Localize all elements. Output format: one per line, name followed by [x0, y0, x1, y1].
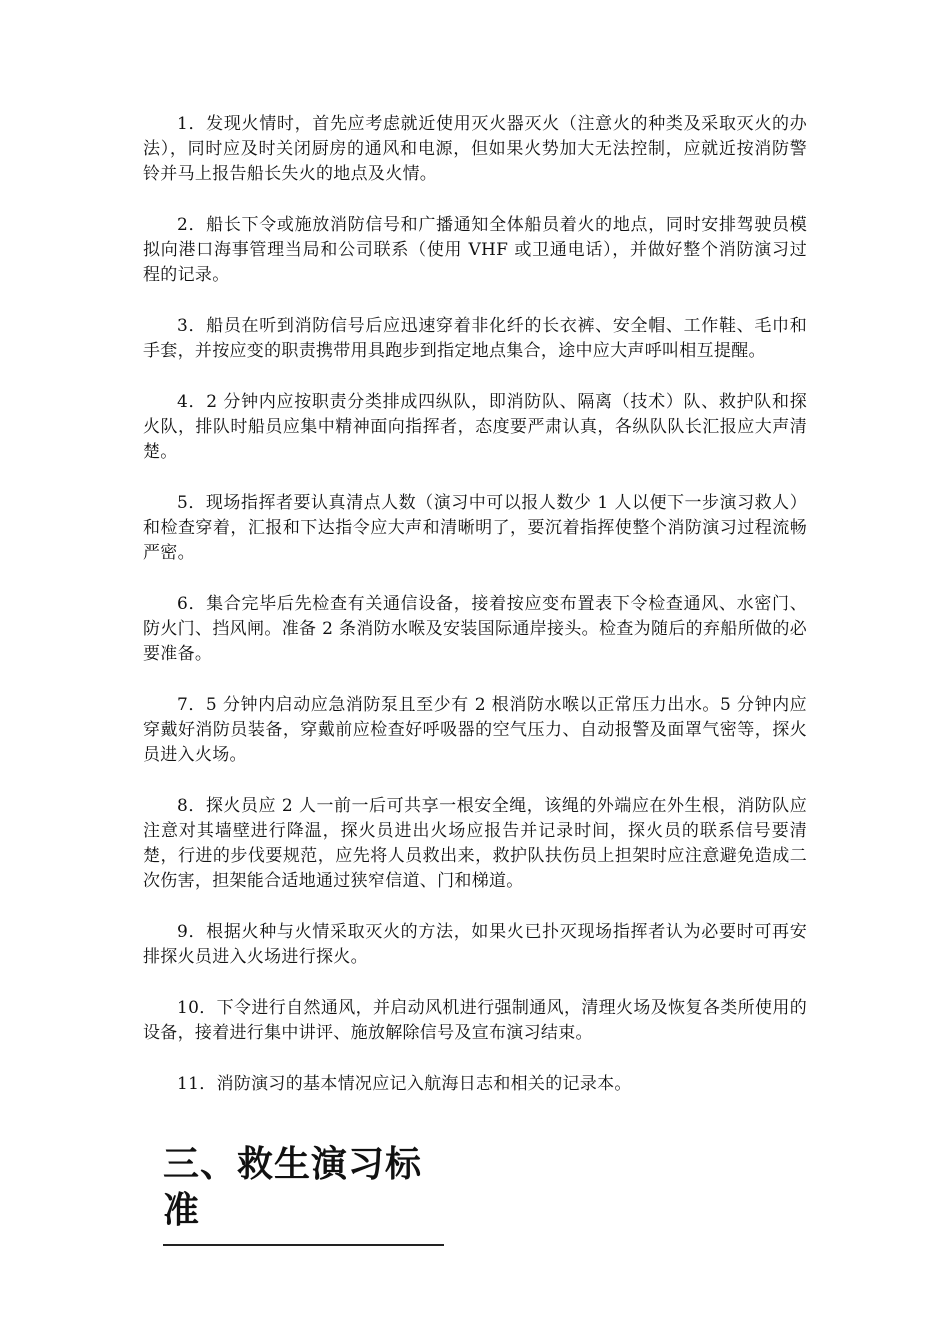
paragraph-5: 5．现场指挥者要认真清点人数（演习中可以报人数少 1 人以便下一步演习救人）和检查穿着，汇报和下达指令应大声和清晰明了，要沉着指挥使整个消防演习过程流畅严密。 — [143, 493, 807, 563]
paragraph-10: 10．下令进行自然通风，并启动风机进行强制通风，清理火场及恢复各类所使用的设备，接着进行集中讲评、施放解除信号及宣布演习结束。 — [143, 998, 807, 1043]
section-heading: 三、救生演习标准 — [163, 1142, 444, 1246]
paragraph-3: 3．船员在听到消防信号后应迅速穿着非化纤的长衣裤、安全帽、工作鞋、毛巾和手套，并按应变的职责携带用具跑步到指定地点集合，途中应大声呼叫相互提醒。 — [143, 316, 807, 361]
paragraph-1: 1．发现火情时，首先应考虑就近使用灭火器灭火（注意火的种类及采取灭火的办法），同时应及时关闭厨房的通风和电源，但如果火势加大无法控制，应就近按消防警铃并马上报告船长失火的地点及火情。 — [143, 114, 807, 184]
paragraph-8: 8．探火员应 2 人一前一后可共享一根安全绳，该绳的外端应在外生根，消防队应注意对其墙壁进行降温，探火员进出火场应报告并记录时间，探火员的联系信号要清楚，行进的步伐要规范，应先将人员救出来，救护队扶伤员上担架时应注意避免造成二次伤害，担架能合适地通过狭窄信道、门和梯道。 — [143, 796, 807, 891]
document-body — [143, 112, 807, 1123]
paragraph-2: 2．船长下令或施放消防信号和广播通知全体船员着火的地点，同时安排驾驶员模拟向港口海事管理当局和公司联系（使用 VHF 或卫通电话），并做好整个消防演习过程的记录。 — [143, 215, 807, 285]
paragraph-7: 7．5 分钟内启动应急消防泵且至少有 2 根消防水喉以正常压力出水。5 分钟内应穿戴好消防员装备，穿戴前应检查好呼吸器的空气压力、自动报警及面罩气密等，探火员进入火场。 — [143, 695, 807, 765]
paragraph-11: 11．消防演习的基本情况应记入航海日志和相关的记录本。 — [177, 1074, 632, 1094]
paragraph-9: 9．根据火种与火情采取灭火的方法，如果火已扑灭现场指挥者认为必要时可再安排探火员进入火场进行探火。 — [143, 922, 807, 967]
paragraph-4: 4．2 分钟内应按职责分类排成四纵队，即消防队、隔离（技术）队、救护队和探火队，排队时船员应集中精神面向指挥者，态度要严肃认真，各纵队队长汇报应大声清楚。 — [143, 392, 807, 462]
paragraph-6: 6．集合完毕后先检查有关通信设备，接着按应变布置表下令检查通风、水密门、防火门、挡风闸。准备 2 条消防水喉及安装国际通岸接头。检查为随后的弃船所做的必要准备。 — [143, 594, 807, 664]
